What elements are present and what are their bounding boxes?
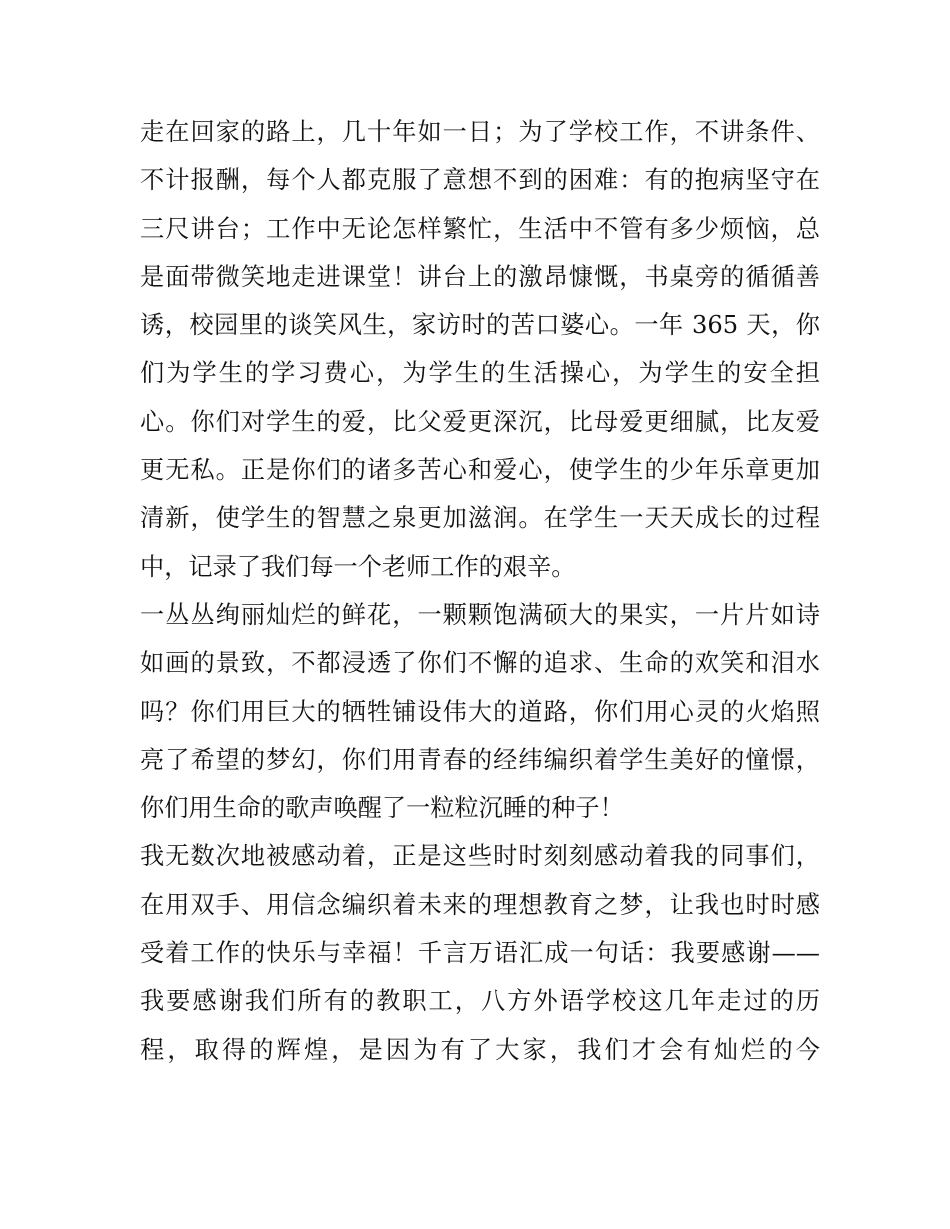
text-line: 你们用生命的歌声唤醒了一粒粒沉睡的种子！ [140, 794, 624, 823]
text-line: 在用双手、用信念编织着未来的理想教育之梦，让我也时时感 [140, 890, 820, 919]
text-line: 我无数次地被感动着，正是这些时时刻刻感动着我的同事们， [140, 842, 820, 871]
text-line: 如画的景致，不都浸透了你们不懈的追求、生命的欢笑和泪水 [140, 649, 820, 678]
text-line: 三尺讲台；工作中无论怎样繁忙，生活中不管有多少烦恼，总 [140, 214, 820, 243]
body-text [140, 108, 820, 1074]
text-line: 我要感谢我们所有的教职工，八方外语学校这几年走过的历 [140, 987, 820, 1016]
text-line: 诱，校园里的谈笑风生，家访时的苦口婆心。一年 365 天，你 [140, 311, 820, 340]
text-line: 走在回家的路上，几十年如一日；为了学校工作，不讲条件、 [140, 118, 820, 146]
text-line: 中，记录了我们每一个老师工作的艰辛。 [140, 552, 576, 581]
text-line: 不计报酬，每个人都克服了意想不到的困难：有的抱病坚守在 [140, 166, 820, 195]
text-line: 心。你们对学生的爱，比父爱更深沉，比母爱更细腻，比友爱 [140, 407, 820, 436]
text-line: 亮了希望的梦幻，你们用青春的经纬编织着学生美好的憧憬， [140, 745, 820, 774]
text-line: 受着工作的快乐与幸福！千言万语汇成一句话：我要感谢—— [140, 939, 820, 968]
text-line: 清新，使学生的智慧之泉更加滋润。在学生一天天成长的过程 [140, 504, 820, 533]
text-line: 们为学生的学习费心，为学生的生活操心，为学生的安全担 [140, 359, 820, 388]
text-line: 吗？你们用巨大的牺牲铺设伟大的道路，你们用心灵的火焰照 [140, 697, 820, 726]
text-line: 更无私。正是你们的诸多苦心和爱心，使学生的少年乐章更加 [140, 456, 820, 485]
text-line: 一丛丛绚丽灿烂的鲜花，一颗颗饱满硕大的果实，一片片如诗 [140, 600, 820, 629]
text-line: 是面带微笑地走进课堂！讲台上的激昂慷慨，书桌旁的循循善 [140, 262, 820, 291]
text-line: 程，取得的辉煌，是因为有了大家，我们才会有灿烂的今 [140, 1035, 820, 1064]
